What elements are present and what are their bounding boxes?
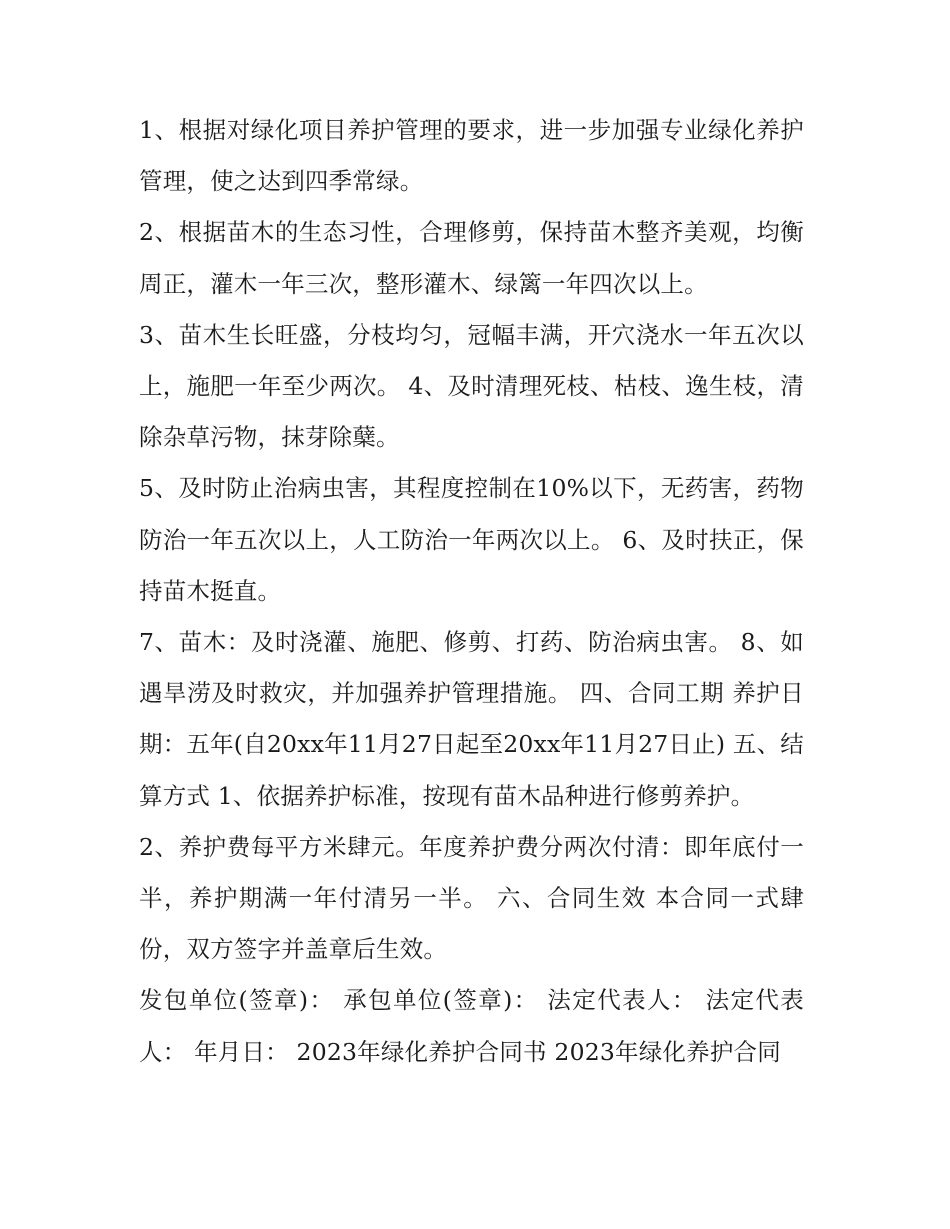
paragraph-5: 7、苗木：及时浇灌、施肥、修剪、打药、防治病虫害。 8、如遇旱涝及时救灾，并加强养护管理措施。 四、合同工期 养护日期：五年(自20xx年11月27日起至20xx年11月27日止) 五、结算方式 1、依据养护标准，按现有苗木品种进行修剪养护。 [139, 628, 804, 810]
paragraph-1: 1、根据对绿化项目养护管理的要求，进一步加强专业绿化养护管理，使之达到四季常绿。 [139, 116, 804, 196]
paragraph-4: 5、及时防止治病虫害，其程度控制在10%以下，无药害，药物防治一年五次以上，人工防治一年两次以上。 6、及时扶正，保持苗木挺直。 [139, 474, 804, 605]
signature-line: 发包单位(签章)： 承包单位(签章)： 法定代表人： 法定代表人： 年月日： 2023年绿化养护合同书 2023年绿化养护合同 [139, 986, 804, 1066]
paragraph-2: 2、根据苗木的生态习性，合理修剪，保持苗木整齐美观，均衡周正，灌木一年三次，整形灌木、绿篱一年四次以上。 [139, 218, 804, 298]
document-body [139, 105, 804, 1078]
paragraph-6: 2、养护费每平方米肆元。年度养护费分两次付清：即年底付一半，养护期满一年付清另一半。 六、合同生效 本合同一式肆份，双方签字并盖章后生效。 [139, 832, 804, 964]
paragraph-3: 3、苗木生长旺盛，分枝均匀，冠幅丰满，开穴浇水一年五次以上，施肥一年至少两次。 4、及时清理死枝、枯枝、逸生枝，清除杂草污物，抹芽除蘖。 [139, 320, 804, 452]
